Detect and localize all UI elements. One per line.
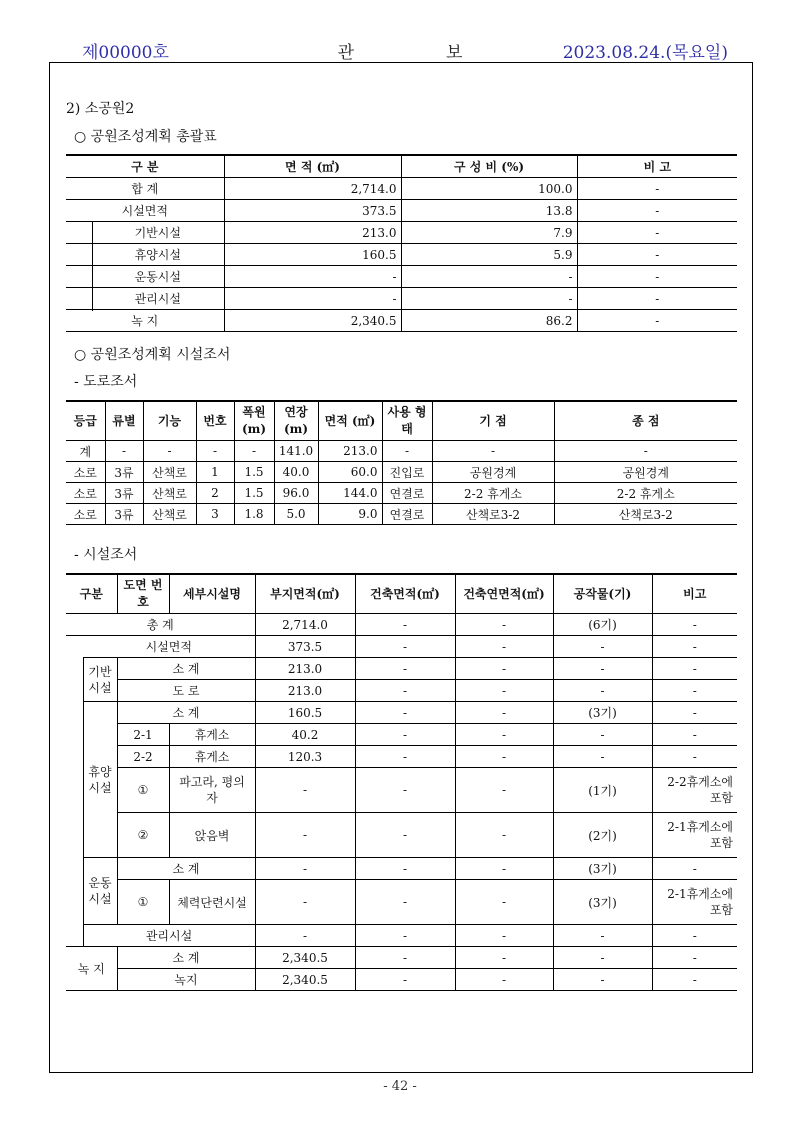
table-row: 관리시설 - - - [66,288,737,310]
table-row: 총 계 2,714.0 - - (6기) - [66,614,737,636]
facility-table: 구분 도면 번호 세부시설명 부지면적(㎡) 건축면적(㎡) 건축연면적(㎡) 공작물(기) 비고 총 계 2,714.0 - - (6기) - 시설면적 373.5 - - - - 기반 시설 소 계 213.0 - - - - 도 로 213.0 - - - - 휴양 시설 소 계 160.5 - - (3기) - 2-1 휴게소 40.2 - - - - 2-2 휴게소 120.3 - - - - ① 파고라, 평의자 - - - (1기) 2-2휴게소에 포함 ② 앉음벽 - - - (2기) 2-1휴게소에 포함 운동 시설 소 계 - - - (3기) - ① 체력단련시설 - - - (3기) 2-1휴게소에 포함 관리시설 - - - - - 녹 지 소 계 2,340.5 - - - - 녹지 2,340.5 - - - - [66,573,737,991]
issue-number: 제00000호 [82,43,169,63]
indent-line [92,222,93,311]
table-row: 도 로 213.0 - - - - [66,680,737,702]
table-row: 휴양 시설 소 계 160.5 - - (3기) - [66,702,737,724]
table-row: 계 - - - - 141.0 213.0 - - - [66,441,737,462]
table-row: 운동시설 - - - [66,266,737,288]
group-base: 기반 시설 [83,658,117,702]
group-green: 녹 지 [66,947,117,991]
table-row: 녹지 2,340.5 - - - - [66,969,737,991]
group-rest: 휴양 시설 [83,702,117,858]
table-row: 시설면적 373.5 13.8 - [66,200,737,222]
table-row: 소로 3류 산책로 3 1.8 5.0 9.0 연결로 산책로3-2 산책로3-2 [66,504,737,525]
table-row: 휴양시설 160.5 5.9 - [66,244,737,266]
table-row: 2-2 휴게소 120.3 - - - - [66,746,737,768]
table-row: 합 계 2,714.0 100.0 - [66,178,737,200]
section-title: 2) 소공원2 [66,101,135,117]
table-row: 2-1 휴게소 40.2 - - - - [66,724,737,746]
summary-heading: ○ 공원조성계획 총괄표 [74,129,217,145]
table-row: 소로 3류 산책로 1 1.5 40.0 60.0 진입로 공원경계 공원경계 [66,462,737,483]
gazette-title: 관 보 [337,43,463,63]
group-sport: 운동 시설 [83,858,117,925]
summary-header: 비 고 [577,155,737,178]
facility-heading: ○ 공원조성계획 시설조서 [74,347,231,363]
table-row: 기반시설 213.0 7.9 - [66,222,737,244]
table-row: 소로 3류 산책로 2 1.5 96.0 144.0 연결로 2-2 휴게소 2-2 휴게소 [66,483,737,504]
table-row: ① 파고라, 평의자 - - - (1기) 2-2휴게소에 포함 [66,768,737,813]
facility-list-heading: - 시설조서 [74,547,138,563]
road-table: 등급 류별 기능 번호 폭원 (m) 연장 (m) 면적 (㎡) 사용 형태 기 점 종 점 계 - - - - 141.0 213.0 - - - 소로 3류 산책로 1 1.5 40.0 60.0 진입로 공원경계 공원경계 소로 3류 산책로 2 1.5 96.0 144.0 연결로 2-2 휴게소 2-2 휴게소 소로 3류 산책로 3 1.8 5.0 9.0 연결로 산책로3-2 산책로3-2 [66,400,737,525]
summary-header: 구 성 비 (%) [401,155,577,178]
table-row: 기반 시설 소 계 213.0 - - - - [66,658,737,680]
table-row: ① 체력단련시설 - - - (3기) 2-1휴게소에 포함 [66,880,737,925]
table-row: ② 앉음벽 - - - (2기) 2-1휴게소에 포함 [66,813,737,858]
table-row: 시설면적 373.5 - - - - [66,636,737,658]
road-heading: - 도로조서 [74,374,138,390]
table-row: 운동 시설 소 계 - - - (3기) - [66,858,737,880]
summary-header: 면 적 (㎡) [224,155,401,178]
table-row: 녹 지 소 계 2,340.5 - - - - [66,947,737,969]
summary-header: 구 분 [66,155,224,178]
page-number: - 42 - [383,1079,417,1094]
table-row: 관리시설 - - - - - [66,925,737,947]
table-row: 녹 지 2,340.5 86.2 - [66,310,737,332]
summary-table [66,154,737,332]
issue-date: 2023.08.24.(목요일) [562,43,728,63]
